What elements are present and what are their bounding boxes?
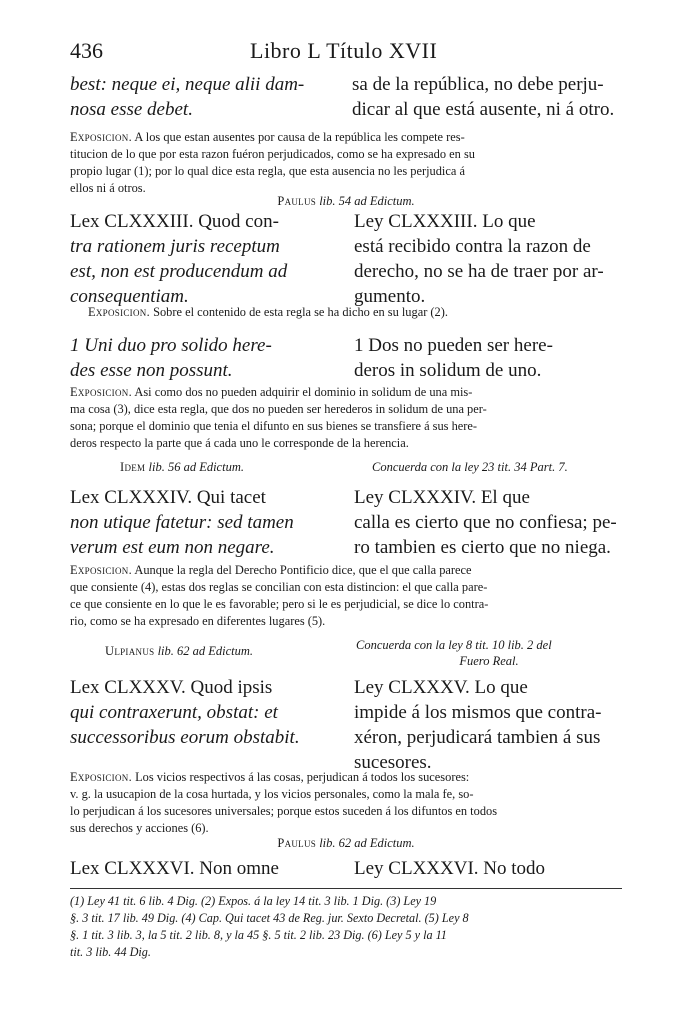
latin-line: successoribus eorum obstabit. bbox=[70, 727, 300, 748]
exposition-4 bbox=[70, 562, 622, 630]
spanish-line: está recibido contra la razon de bbox=[354, 236, 591, 257]
source-text: lib. 56 ad Edictum. bbox=[148, 460, 244, 474]
exposition-2 bbox=[88, 304, 622, 321]
source-text: lib. 62 ad Edictum. bbox=[319, 836, 415, 850]
latin-line: tra rationem juris receptum bbox=[70, 236, 280, 257]
source-citation-2 bbox=[120, 460, 244, 475]
running-title: Libro L Título XVII bbox=[250, 38, 438, 63]
footnote-rule bbox=[70, 888, 622, 889]
spanish-line: impide á los mismos que contra- bbox=[354, 702, 602, 723]
exposition-line: titucion de lo que por esta razon fuéron perjudicados, como se ha expresado en su bbox=[70, 147, 475, 161]
latin-line: des esse non possunt. bbox=[70, 360, 233, 381]
exposition-label: Exposicion. bbox=[70, 770, 132, 784]
spanish-line: Ley CLXXXIII. Lo que bbox=[354, 211, 536, 232]
spanish-line: Ley CLXXXIV. El que bbox=[354, 487, 530, 508]
lex-184 bbox=[70, 485, 622, 560]
concordance-line: Concuerda con la ley 8 tit. 10 lib. 2 del bbox=[356, 638, 552, 652]
spanish-line: deros in solidum de uno. bbox=[354, 360, 542, 381]
exposition-line: Sobre el contenido de esta regla se ha dicho en su lugar (2). bbox=[153, 305, 448, 319]
exposition-line: lo perjudican á los sucesores universales; porque estos suceden á los difuntos en todos bbox=[70, 804, 498, 818]
spanish-line: sucesores. bbox=[354, 752, 432, 773]
exposition-label: Exposicion. bbox=[70, 563, 132, 577]
latin-line: non utique fatetur: sed tamen bbox=[70, 512, 294, 533]
latin-line: Lex CLXXXIII. Quod con- bbox=[70, 211, 279, 232]
latin-column bbox=[70, 72, 338, 122]
latin-column bbox=[70, 333, 342, 383]
source-citation-4 bbox=[70, 836, 622, 851]
item-1 bbox=[70, 333, 622, 383]
page-number: 436 bbox=[70, 38, 103, 63]
lex-186 bbox=[70, 856, 622, 881]
latin-line: best: neque ei, neque alii dam- bbox=[70, 74, 305, 95]
latin-line: est, non est producendum ad bbox=[70, 261, 288, 282]
spanish-column bbox=[354, 209, 622, 309]
source-text: lib. 62 ad Edictum. bbox=[157, 644, 254, 658]
exposition-line: v. g. la usucapion de la cosa hurtada, y los vicios personales, como la mala fe, so- bbox=[70, 787, 474, 801]
footnote-line: §. 1 tit. 3 lib. 3, la 5 tit. 2 lib. 8, y la 45 §. 5 tit. 2 lib. 23 Dig. (6) Ley 5 y la 11 bbox=[70, 928, 447, 942]
exposition-line: sona; porque el dominio que tenia el difunto en sus bienes se transfiere á sus here- bbox=[70, 419, 478, 433]
exposition-line: propio lugar (1); por lo qual dice esta regla, que esta ausencia no les perjudica á bbox=[70, 164, 465, 178]
spanish-line: derecho, no se ha de traer por ar- bbox=[354, 261, 604, 282]
latin-line: consequentiam. bbox=[70, 286, 189, 307]
latin-column bbox=[70, 856, 342, 881]
source-text: lib. 54 ad Edictum. bbox=[319, 194, 415, 208]
source-author: Idem bbox=[120, 460, 146, 474]
footnote-line: (1) Ley 41 tit. 6 lib. 4 Dig. (2) Expos. á la ley 14 tit. 3 lib. 1 Dig. (3) Ley 19 bbox=[70, 894, 437, 908]
top-continuation bbox=[70, 72, 622, 122]
latin-line: 1 Uni duo pro solido here- bbox=[70, 335, 272, 356]
spanish-column bbox=[352, 72, 622, 122]
exposition-line: ce que consiente en lo que le es favorable; pero si le es perjudicial, se dice lo contra- bbox=[70, 597, 489, 611]
exposition-line: sus derechos y acciones (6). bbox=[70, 821, 209, 835]
latin-line: nosa esse debet. bbox=[70, 99, 193, 120]
spanish-line: calla es cierto que no confiesa; pe- bbox=[354, 512, 617, 533]
lex-185 bbox=[70, 675, 622, 775]
spanish-line: dicar al que está ausente, ni á otro. bbox=[352, 99, 615, 120]
latin-line: qui contraxerunt, obstat: et bbox=[70, 702, 278, 723]
spanish-line: gumento. bbox=[354, 286, 426, 307]
latin-line: verum est eum non negare. bbox=[70, 537, 275, 558]
footnotes bbox=[70, 893, 622, 961]
source-author: Paulus bbox=[277, 836, 317, 850]
spanish-line: ro tambien es cierto que no niega. bbox=[354, 537, 611, 558]
spanish-column bbox=[354, 675, 622, 775]
spanish-line: sa de la república, no debe perju- bbox=[352, 74, 604, 95]
exposition-line: que consiente (4), estas dos reglas se concilian con esta distincion: el que calla pare- bbox=[70, 580, 488, 594]
source-citation-3 bbox=[105, 644, 253, 659]
spanish-line: xéron, perjudicará tambien á sus bbox=[354, 727, 601, 748]
spanish-line: Ley CLXXXV. Lo que bbox=[354, 677, 528, 698]
exposition-line: ellos ni á otros. bbox=[70, 181, 146, 195]
latin-line: Lex CLXXXV. Quod ipsis bbox=[70, 677, 273, 698]
spanish-line: Ley CLXXXVI. No todo bbox=[354, 858, 546, 879]
exposition-line: Asi como dos no pueden adquirir el dominio in solidum de una mis- bbox=[134, 385, 473, 399]
exposition-line: Los vicios respectivos á las cosas, perjudican á todos los sucesores: bbox=[135, 770, 470, 784]
latin-column bbox=[70, 209, 342, 309]
spanish-column bbox=[354, 856, 622, 881]
exposition-label: Exposicion. bbox=[70, 385, 132, 399]
exposition-1 bbox=[70, 129, 622, 197]
spanish-line: 1 Dos no pueden ser here- bbox=[354, 335, 553, 356]
source-author: Paulus bbox=[277, 194, 317, 208]
footnote-line: §. 3 tit. 17 lib. 49 Dig. (4) Cap. Qui tacet 43 de Reg. jur. Sexto Decretal. (5) Ley 8 bbox=[70, 911, 469, 925]
latin-column bbox=[70, 675, 342, 775]
source-citation-1 bbox=[70, 194, 622, 209]
latin-line: Lex CLXXXIV. Qui tacet bbox=[70, 487, 266, 508]
exposition-label: Exposicion. bbox=[70, 130, 132, 144]
exposition-label: Exposicion. bbox=[88, 305, 150, 319]
footnote-line: tit. 3 lib. 44 Dig. bbox=[70, 945, 151, 959]
concordance-2: Concuerda con la ley 23 tit. 34 Part. 7. bbox=[372, 460, 568, 474]
exposition-line: A los que estan ausentes por causa de la república les compete res- bbox=[134, 130, 465, 144]
exposition-line: Aunque la regla del Derecho Pontificio dice, que el que calla parece bbox=[134, 563, 472, 577]
latin-line: Lex CLXXXVI. Non omne bbox=[70, 858, 279, 879]
source-author: Ulpianus bbox=[105, 644, 155, 658]
exposition-line: ma cosa (3), dice esta regla, que dos no pueden ser herederos in solidum de una per- bbox=[70, 402, 487, 416]
lex-183 bbox=[70, 209, 622, 309]
spanish-column bbox=[354, 333, 622, 383]
spanish-column bbox=[354, 485, 622, 560]
exposition-line: rio, como se ha expresado en diferentes lugares (5). bbox=[70, 614, 326, 628]
exposition-5 bbox=[70, 769, 622, 837]
latin-column bbox=[70, 485, 342, 560]
concordance-line: Fuero Real. bbox=[459, 654, 519, 668]
concordance-3 bbox=[356, 637, 622, 669]
exposition-line: deros respecto la parte que á cada uno le corresponde de la herencia. bbox=[70, 436, 409, 450]
exposition-3 bbox=[70, 384, 622, 452]
